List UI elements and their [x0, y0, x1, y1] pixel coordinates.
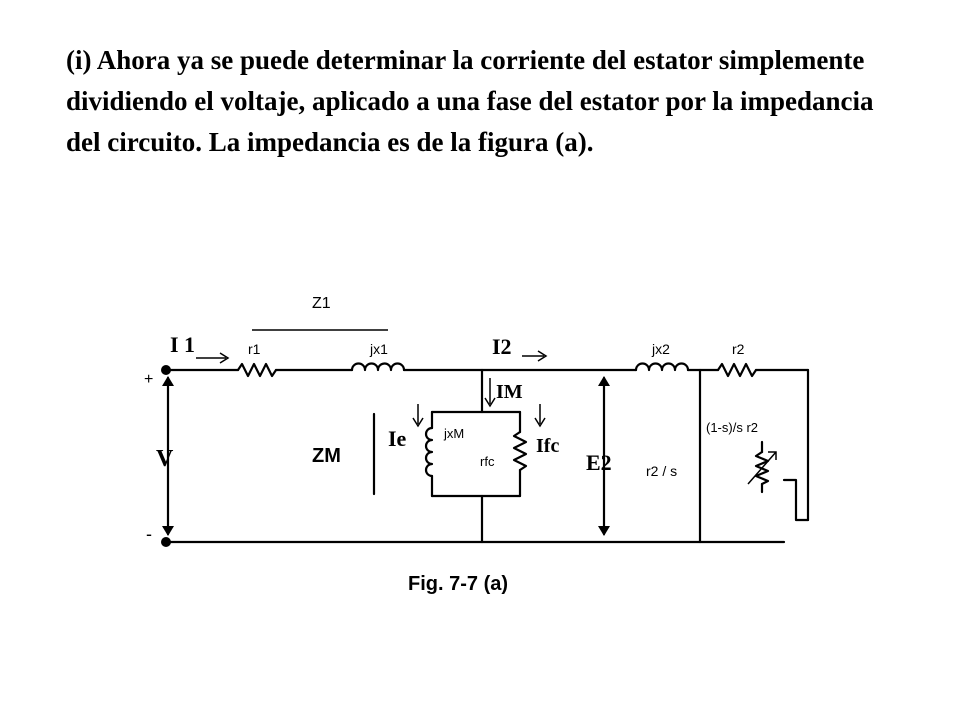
rfc-label: rfc [480, 454, 495, 469]
zm-label: ZM [312, 445, 341, 467]
jx2-label: jx2 [652, 341, 670, 357]
minus-sign: - [146, 524, 152, 544]
jx1-inductor [352, 364, 404, 370]
slide-paragraph: (i) Ahora ya se puede determinar la corriente del estator simplemente dividiendo el voltaje, aplicado a una fase del estator por la impedancia del circuito. La impedancia es de la figura (a). [66, 45, 874, 157]
r2-over-s-label: r2 / s [646, 463, 678, 479]
ie-label: Ie [388, 426, 407, 451]
voltage-arrow-down [162, 526, 174, 536]
i2-label: I2 [492, 334, 512, 359]
i1-label: I 1 [170, 332, 196, 357]
r1-label: r1 [248, 341, 261, 357]
right-wire-step [784, 480, 808, 520]
e2-label: E2 [586, 450, 612, 475]
plus-sign: + [144, 371, 154, 388]
r2-resistor [718, 364, 756, 376]
terminal-bottom [161, 537, 171, 547]
ifc-label: Ifc [536, 435, 560, 457]
r1-resistor [238, 364, 276, 376]
r2-label: r2 [732, 341, 745, 357]
figure-caption: Fig. 7-7 (a) [408, 573, 509, 595]
terminal-top [161, 365, 171, 375]
jxm-label: jxM [444, 426, 465, 441]
jx2-inductor [636, 364, 688, 370]
v-label: V [156, 446, 174, 472]
im-label: IM [496, 381, 523, 403]
load-label: (1-s)/s r2 [706, 420, 758, 435]
voltage-arrow-up [162, 376, 174, 386]
e2-arrow-down [598, 526, 610, 536]
jx1-label: jx1 [370, 341, 388, 357]
z1-label: Z1 [312, 295, 331, 312]
rfc-resistor [514, 432, 526, 470]
jxm-inductor [426, 428, 432, 476]
e2-arrow-up [598, 376, 610, 386]
